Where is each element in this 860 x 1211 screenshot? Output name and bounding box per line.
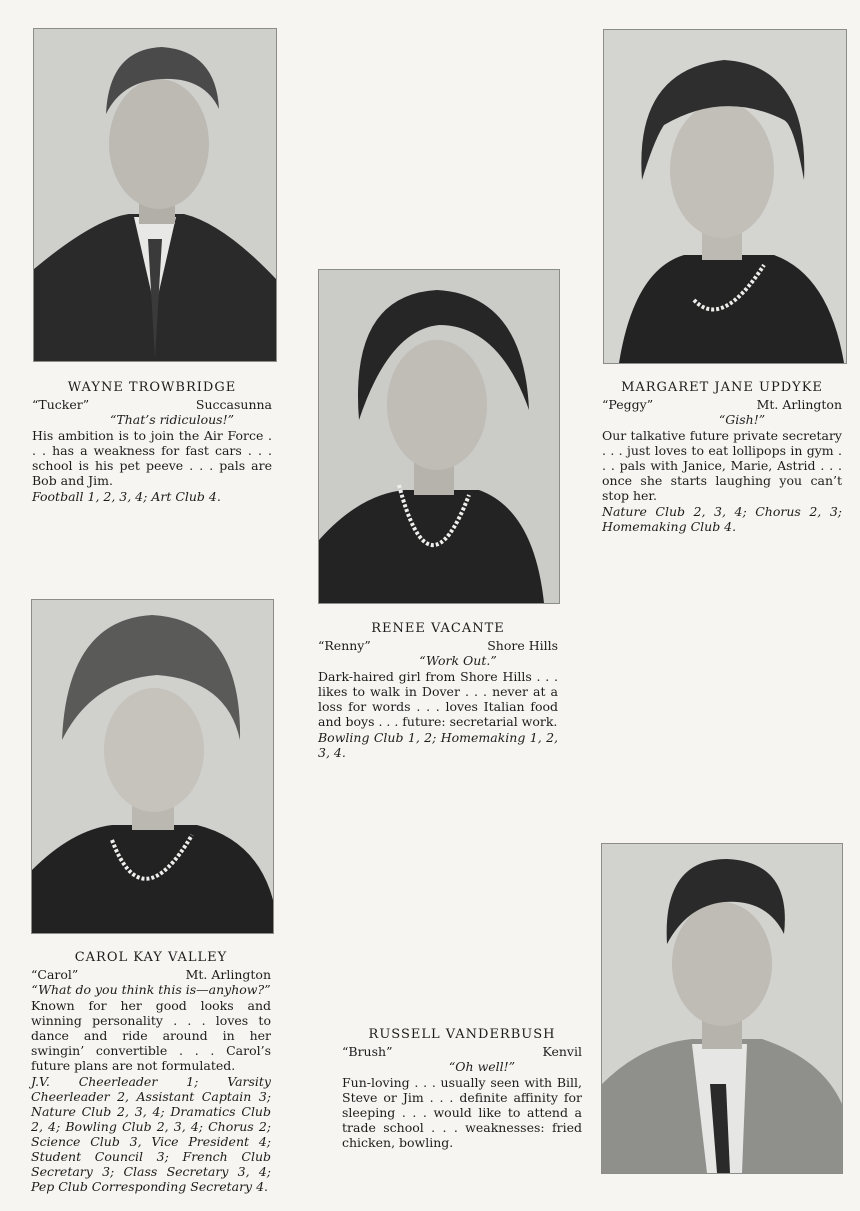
student-motto: “That’s ridiculous!” — [109, 412, 235, 427]
student-bio: Dark-haired girl from Shore Hills . . . likes to walk in Dover . . . never at a loss for words . . . loves Italian food and boys . . . future: secretarial work. — [318, 669, 558, 729]
student-bio: Fun-loving . . . usually seen with Bill, Steve or Jim . . . definite affinity for sleeping . . . would like to attend a trade school . . . weaknesses: fried chicken, bowling. — [342, 1075, 582, 1150]
student-town: Shore Hills — [487, 638, 558, 653]
student-motto: “Work Out.” — [419, 653, 497, 668]
student-bio: Known for her good looks and winning personality . . . loves to dance and ride around in her swingin’ convertible . . . Carol’s future plans are not formulated. — [31, 998, 271, 1073]
student-nickname: “Peggy” — [602, 397, 654, 412]
student-name: WAYNE TROWBRIDGE — [67, 380, 237, 395]
student-motto: “What do you think this is—anyhow?” — [31, 982, 271, 997]
student-motto: “Gish!” — [718, 412, 766, 427]
student-town: Mt. Arlington — [756, 397, 842, 412]
student-motto: “Oh well!” — [448, 1059, 516, 1074]
student-town: Succasunna — [195, 397, 272, 412]
portrait-photo-valley — [31, 599, 274, 934]
student-entry-updyke — [602, 380, 842, 534]
student-town: Mt. Arlington — [185, 967, 271, 982]
student-activities: Bowling Club 1, 2; Homemaking 1, 2, 3, 4. — [318, 730, 558, 760]
portrait-photo-vanderbush — [601, 843, 843, 1174]
student-entry-vacante — [318, 621, 558, 760]
student-activities: Football 1, 2, 3, 4; Art Club 4. — [32, 489, 221, 504]
student-name: RENEE VACANTE — [371, 621, 505, 636]
student-entry-vanderbush — [342, 1027, 582, 1150]
student-activities: Nature Club 2, 3, 4; Chorus 2, 3; Homemaking Club 4. — [602, 504, 842, 534]
portrait-photo-trowbridge — [33, 28, 277, 362]
student-town: Kenvil — [542, 1044, 582, 1059]
student-name: CAROL KAY VALLEY — [74, 950, 228, 965]
portrait-photo-updyke — [603, 29, 847, 364]
student-entry-valley — [31, 950, 271, 1194]
student-nickname: “Carol” — [31, 967, 79, 982]
portrait-photo-vacante — [318, 269, 560, 604]
student-nickname: “Brush” — [342, 1044, 393, 1059]
student-activities: J.V. Cheerleader 1; Varsity Cheerleader 2, Assistant Captain 3; Nature Club 2, 3, 4; Dramatics Club 2, 4; Bowling Club 2, 3, 4; Chorus 2; Science Club 3, Vice President 4; Student Council 3; French Club Secretary 3; Class Secretary 3, 4; Pep Club Corresponding Secretary 4. — [31, 1074, 271, 1194]
student-name: MARGARET JANE UPDYKE — [621, 380, 823, 395]
student-nickname: “Renny” — [318, 638, 371, 653]
student-bio: Our talkative future private secretary . . . just loves to eat lollipops in gym . . . pals with Janice, Marie, Astrid . . . once she starts laughing you can’t stop her. — [602, 428, 842, 503]
student-entry-trowbridge — [32, 380, 272, 504]
student-nickname: “Tucker” — [32, 397, 90, 412]
student-name: RUSSELL VANDERBUSH — [368, 1027, 556, 1042]
student-bio: His ambition is to join the Air Force . . . has a weakness for fast cars . . . school is his pet peeve . . . pals are Bob and Jim. — [32, 428, 272, 488]
